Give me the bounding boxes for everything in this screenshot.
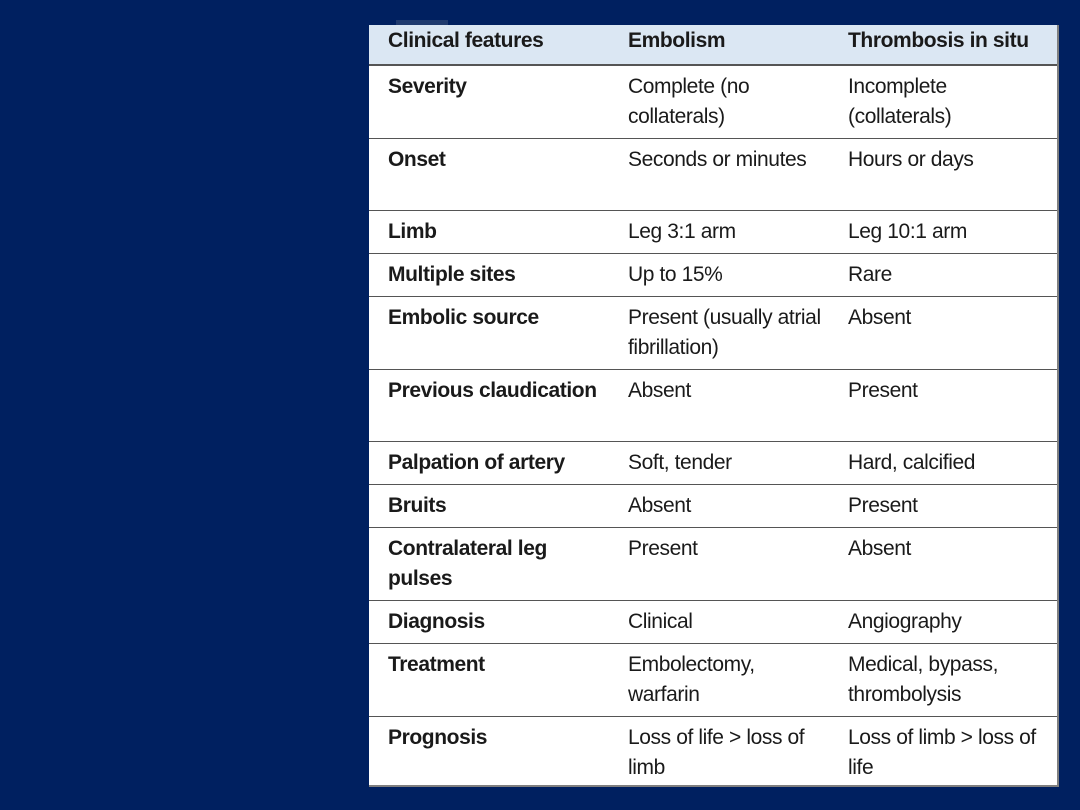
thrombosis-cell: Present — [829, 485, 1057, 528]
thrombosis-cell: Hard, calcified — [829, 442, 1057, 485]
feature-cell: Previous claudication — [369, 370, 608, 442]
table-row-multiple-sites — [369, 254, 1057, 297]
embolism-cell: Leg 3:1 arm — [608, 211, 829, 254]
embolism-cell: Absent — [608, 370, 829, 442]
thrombosis-cell: Absent — [829, 528, 1057, 601]
thrombosis-cell: Angiography — [829, 601, 1057, 644]
embolism-cell: Present (usually atrial fibrillation) — [608, 297, 829, 370]
feature-cell: Onset — [369, 139, 608, 211]
embolism-cell: Seconds or minutes — [608, 139, 829, 211]
table-row-contralateral-pulses — [369, 528, 1057, 601]
table-row-treatment — [369, 644, 1057, 717]
feature-cell: Severity — [369, 65, 608, 139]
thrombosis-cell: Leg 10:1 arm — [829, 211, 1057, 254]
table-row-diagnosis — [369, 601, 1057, 644]
table-row-previous-claudication — [369, 370, 1057, 442]
embolism-cell: Loss of life > loss of limb — [628, 726, 805, 779]
embolism-cell: Up to 15% — [608, 254, 829, 297]
thrombosis-cell: Incomplete (collaterals) — [829, 65, 1057, 139]
table-row-severity — [369, 65, 1057, 139]
thrombosis-cell: Loss of limb > loss of life — [848, 726, 1036, 779]
thrombosis-cell: Present — [829, 370, 1057, 442]
table-row-embolic-source — [369, 297, 1057, 370]
comparison-table — [369, 25, 1057, 789]
feature-cell: Limb — [369, 211, 608, 254]
feature-cell: Embolic source — [369, 297, 608, 370]
feature-cell: Contralateral leg pulses — [369, 528, 608, 601]
embolism-cell: Present — [608, 528, 829, 601]
feature-cell: Treatment — [369, 644, 608, 717]
embolism-cell: Absent — [608, 485, 829, 528]
feature-cell: Prognosis — [388, 726, 488, 749]
thrombosis-cell: Rare — [829, 254, 1057, 297]
header-clinical-features: Clinical features — [369, 25, 608, 65]
feature-cell: Multiple sites — [369, 254, 608, 297]
table-row-prognosis — [369, 717, 1057, 790]
header-thrombosis: Thrombosis in situ — [829, 25, 1057, 65]
header-embolism: Embolism — [608, 25, 829, 65]
embolism-cell: Soft, tender — [608, 442, 829, 485]
thrombosis-cell: Absent — [829, 297, 1057, 370]
embolism-cell: Complete (no collaterals) — [608, 65, 829, 139]
thrombosis-cell: Medical, bypass, thrombolysis — [829, 644, 1057, 717]
feature-cell: Bruits — [369, 485, 608, 528]
table-row-bruits — [369, 485, 1057, 528]
feature-cell: Palpation of artery — [369, 442, 608, 485]
table-header-row — [369, 25, 1057, 65]
feature-cell: Diagnosis — [369, 601, 608, 644]
table-row-palpation — [369, 442, 1057, 485]
table-row-onset — [369, 139, 1057, 211]
table-row-limb — [369, 211, 1057, 254]
embolism-cell: Clinical — [608, 601, 829, 644]
thrombosis-cell: Hours or days — [829, 139, 1057, 211]
comparison-table-card — [369, 25, 1059, 787]
embolism-cell: Embolectomy, warfarin — [608, 644, 829, 717]
